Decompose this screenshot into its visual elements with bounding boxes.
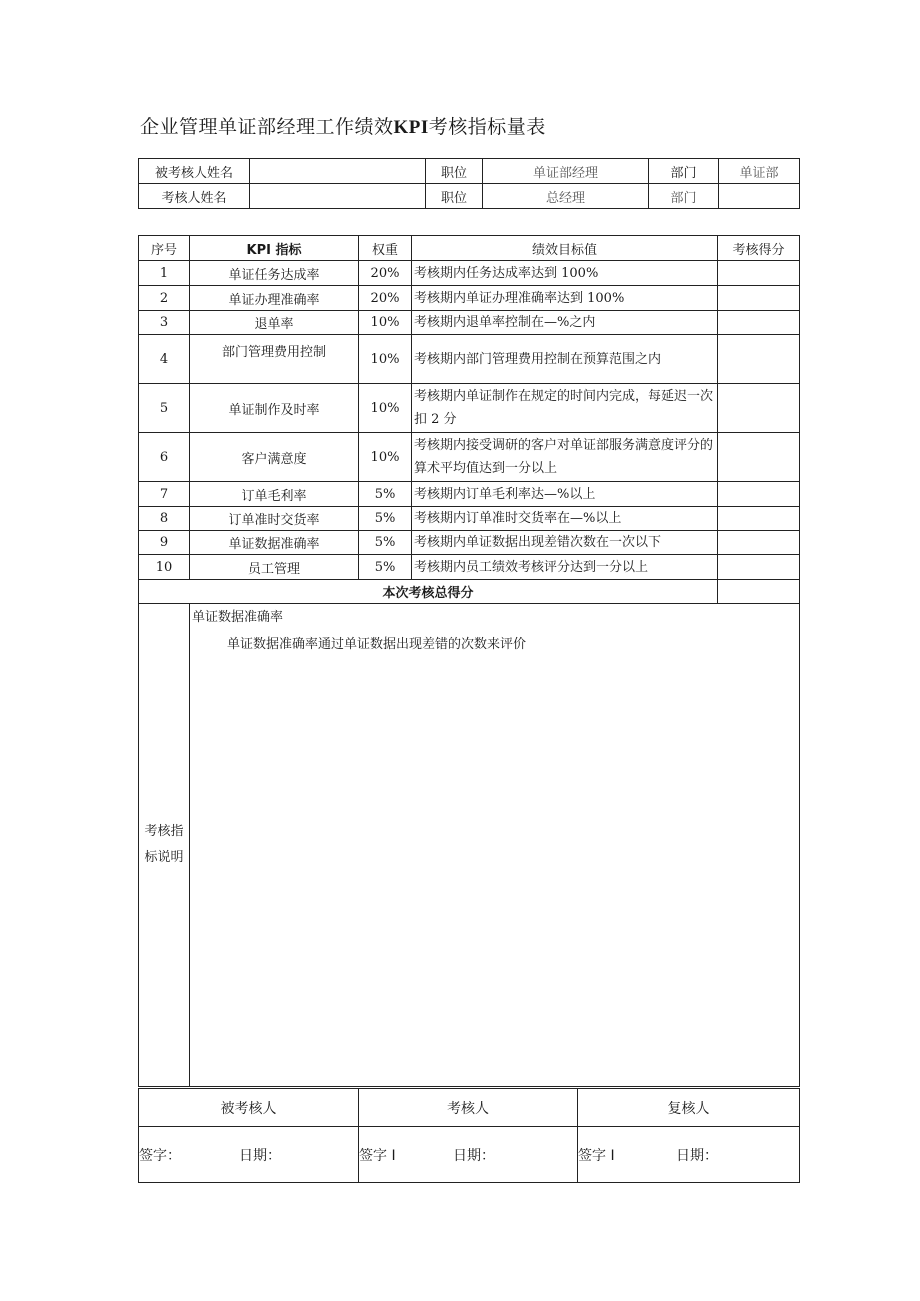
assessor-name-field[interactable] [250,184,426,209]
assessee-signature-cell[interactable] [139,1127,359,1183]
row-score-field[interactable] [718,261,800,286]
table-row [139,433,800,482]
row-score-field[interactable] [718,555,800,580]
row-goal: 考核期内接受调研的客户对单证部服务满意度评分的算术平均值达到一分以上 [412,433,718,482]
table-row [139,311,800,335]
assessor-dept-label: 部门 [649,184,719,209]
row-score-field[interactable] [718,384,800,433]
row-weight: 5% [359,482,412,507]
row-kpi: 单证数据准确率 [190,531,359,555]
table-row [139,482,800,507]
explain-row [139,604,800,1087]
row-weight: 20% [359,286,412,311]
row-weight: 10% [359,311,412,335]
row-goal: 考核期内退单率控制在—%之内 [412,311,718,335]
row-kpi: 部门管理费用控制 [190,335,359,384]
date-label: 日期： [453,1147,495,1164]
row-kpi: 退单率 [190,311,359,335]
row-no: 2 [139,286,190,311]
info-row-assessor [139,184,800,209]
row-score-field[interactable] [718,482,800,507]
row-score-field[interactable] [718,507,800,531]
row-weight: 10% [359,384,412,433]
sign-label: 签字 I [578,1147,615,1164]
header-weight: 权重 [359,236,412,261]
role-assessor: 考核人 [359,1089,578,1127]
row-kpi: 订单毛利率 [190,482,359,507]
title-prefix: 企业管理单证部经理工作绩效 [140,116,394,138]
row-kpi: 单证办理准确率 [190,286,359,311]
signature-roles-row [139,1089,800,1127]
header-score: 考核得分 [718,236,800,261]
row-goal: 考核期内单证制作在规定的时间内完成，每延迟一次扣 2 分 [412,384,718,433]
assessor-position-value: 总经理 [483,184,649,209]
row-no: 1 [139,261,190,286]
kpi-header-row [139,236,800,261]
table-row [139,261,800,286]
assessee-name-label: 被考核人姓名 [139,159,250,184]
role-assessee: 被考核人 [139,1089,359,1127]
row-no: 3 [139,311,190,335]
signature-fields-row [139,1127,800,1183]
sign-label: 签字 I [359,1147,396,1164]
title-suffix: 考核指标量表 [428,116,546,138]
row-goal: 考核期内订单准时交货率在—%以上 [412,507,718,531]
sign-label: 签字： [139,1147,181,1164]
row-goal: 考核期内订单毛利率达—%以上 [412,482,718,507]
signature-table [138,1088,800,1183]
table-row [139,507,800,531]
row-kpi: 客户满意度 [190,433,359,482]
explain-title: 单证数据准确率 [192,610,284,625]
row-goal: 考核期内单证办理准确率达到 100% [412,286,718,311]
assessee-name-field[interactable] [250,159,426,184]
total-score-field[interactable] [718,580,800,604]
row-score-field[interactable] [718,311,800,335]
table-row [139,384,800,433]
page-title [140,112,546,139]
row-kpi: 员工管理 [190,555,359,580]
row-no: 6 [139,433,190,482]
row-no: 8 [139,507,190,531]
assessor-name-label: 考核人姓名 [139,184,250,209]
header-kpi: KPI 指标 [190,236,359,261]
table-row [139,335,800,384]
row-weight: 10% [359,335,412,384]
info-row-assessee [139,159,800,184]
row-score-field[interactable] [718,531,800,555]
row-no: 9 [139,531,190,555]
reviewer-signature-cell[interactable] [578,1127,800,1183]
role-reviewer: 复核人 [578,1089,800,1127]
kpi-table [138,235,800,1087]
table-row [139,555,800,580]
total-row [139,580,800,604]
row-score-field[interactable] [718,286,800,311]
row-no: 5 [139,384,190,433]
row-goal: 考核期内部门管理费用控制在预算范围之内 [412,335,718,384]
explain-cell [190,604,800,1087]
assessee-dept-label: 部门 [649,159,719,184]
title-kpi: KPI [393,117,429,138]
total-score-label: 本次考核总得分 [139,580,718,604]
assessor-dept-value[interactable] [719,184,800,209]
row-no: 4 [139,335,190,384]
row-score-field[interactable] [718,335,800,384]
row-weight: 5% [359,531,412,555]
explain-label: 考核指标说明 [139,604,190,1087]
row-goal: 考核期内任务达成率达到 100% [412,261,718,286]
row-kpi: 订单准时交货率 [190,507,359,531]
table-row [139,286,800,311]
row-weight: 5% [359,555,412,580]
row-goal: 考核期内单证数据出现差错次数在一次以下 [412,531,718,555]
row-no: 10 [139,555,190,580]
assessee-position-label: 职位 [426,159,483,184]
row-weight: 5% [359,507,412,531]
row-no: 7 [139,482,190,507]
date-label: 日期： [676,1147,718,1164]
row-weight: 20% [359,261,412,286]
explain-body: 单证数据准确率通过单证数据出现差错的次数来评价 [227,637,527,652]
assessor-signature-cell[interactable] [359,1127,578,1183]
row-goal: 考核期内员工绩效考核评分达到一分以上 [412,555,718,580]
info-table [138,158,800,209]
row-score-field[interactable] [718,433,800,482]
assessee-dept-value: 单证部 [719,159,800,184]
row-weight: 10% [359,433,412,482]
row-kpi: 单证任务达成率 [190,261,359,286]
header-no: 序号 [139,236,190,261]
header-goal: 绩效目标值 [412,236,718,261]
date-label: 日期： [239,1147,281,1164]
table-row [139,531,800,555]
assessee-position-value: 单证部经理 [483,159,649,184]
assessor-position-label: 职位 [426,184,483,209]
row-kpi: 单证制作及时率 [190,384,359,433]
